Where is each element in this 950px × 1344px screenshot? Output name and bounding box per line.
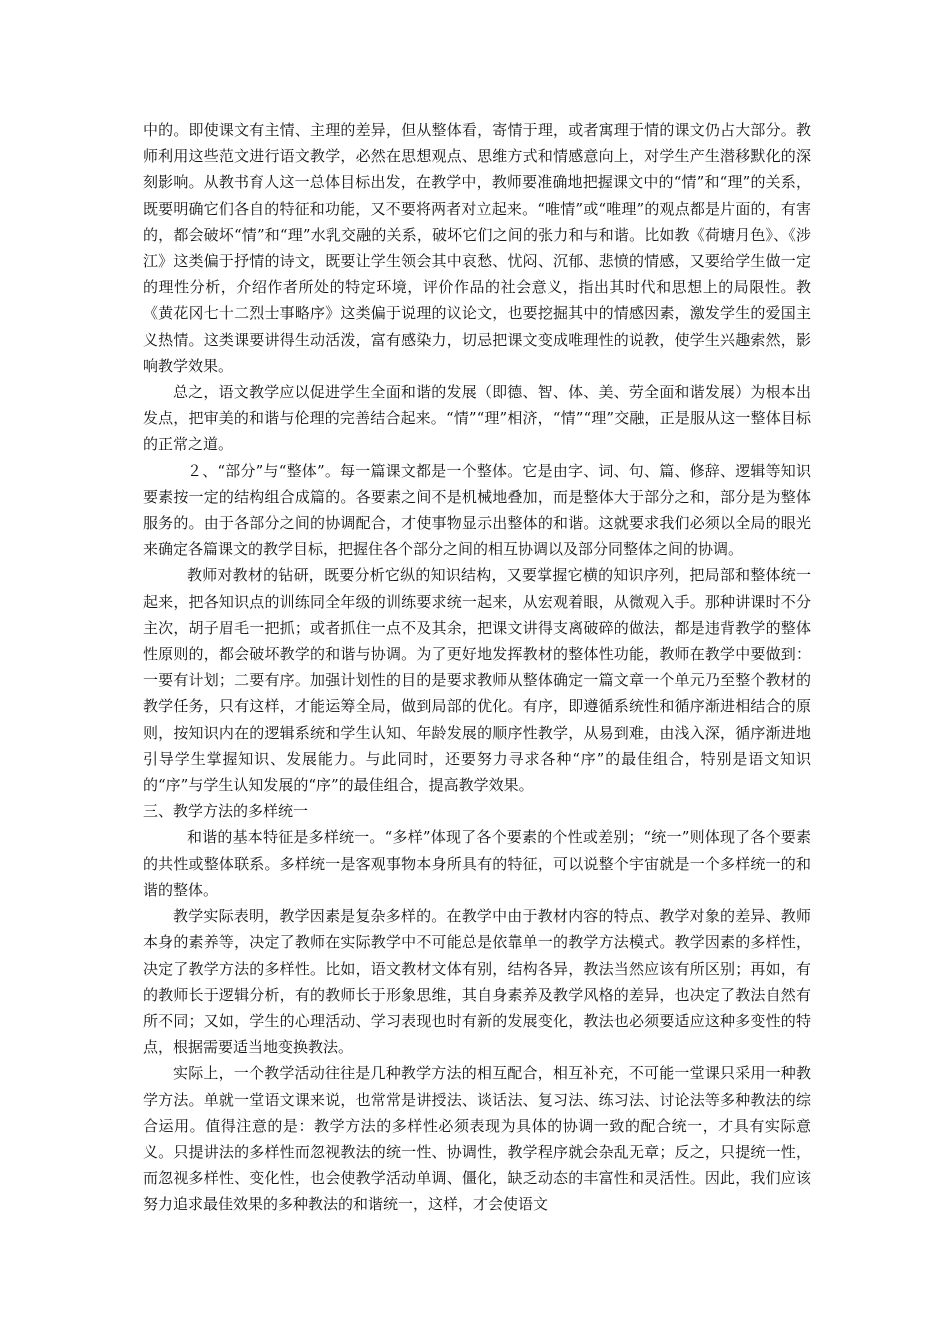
paragraph-teaching-practice: 教学实际表明，教学因素是复杂多样的。在教学中由于教材内容的特点、教学对象的差异、教师本身的素养等，决定了教师在实际教学中不可能总是依靠单一的教学方法模式。教学因素的多样性，决定了教学方法的多样性。比如，语文教材文体有别，结构各异，教法当然应该有所区别；再如，有的教师长于逻辑分析，有的教师长于形象思维，其自身素养及教学风格的差异，也决定了教法自然有所不同；又如，学生的心理活动、学习表现也时有新的发展变化，教法也必须要适应这种多变性的特点，根据需要适当地变换教法。 (143, 907, 811, 1057)
document-page (143, 117, 811, 1218)
section-heading-three: 三、教学方法的多样统一 (143, 802, 309, 821)
paragraph-harmony-feature: 和谐的基本特征是多样统一。“多样”体现了各个要素的个性或差别；“统一”则体现了各个要素的共性或整体联系。多样统一是客观事物本身所具有的特征，可以说整个宇宙就是一个多样统一的和谐的整体。 (143, 828, 811, 899)
paragraph-method-combination: 实际上，一个教学活动往往是几种教学方法的相互配合，相互补充，不可能一堂课只采用一种教学方法。单就一堂语文课来说，也常常是讲授法、谈话法、复习法、练习法、讨论法等多种教法的综合运用。值得注意的是：教学方法的多样性必须表现为具体的协调一致的配合统一，才具有实际意义。只提讲法的多样性而忽视教法的统一性、协调性，教学程序就会杂乱无章；反之，只提统一性，而忽视多样性、变化性，也会使教学活动单调、僵化，缺乏动态的丰富性和灵活性。因此，我们应该努力追求最佳效果的多种教法的和谐统一，这样，才会使语文 (143, 1064, 811, 1214)
paragraph-teacher-study: 教师对教材的钻研，既要分析它纵的知识结构，又要掌握它横的知识序列，把局部和整体统一起来，把各知识点的训练同全年级的训练要求统一起来，从宏观着眼，从微观入手。那种讲课时不分主次，胡子眉毛一把抓；或者抓住一点不及其余，把课文讲得支离破碎的做法，都是违背教学的整体性原则的，都会破坏教学的和谐与协调。为了更好地发挥教材的整体性功能，教师在教学中要做到：一要有计划；二要有序。加强计划性的目的是要求教师从整体确定一篇文章一个单元乃至整个教材的教学任务，只有这样，才能运筹全局，做到局部的优化。有序，即遵循系统性和循序渐进相结合的原则，按知识内在的逻辑系统和学生认知、年龄发展的顺序性教学，从易到难，由浅入深，循序渐进地引导学生掌握知识、发展能力。与此同时，还要努力寻求各种“序”的最佳组合，特别是语文知识的“序”与学生认知发展的“序”的最佳组合，提高教学效果。 (143, 566, 811, 795)
paragraph-part-and-whole: ２、“部分”与“整体”。每一篇课文都是一个整体。它是由字、词、句、篇、修辞、逻辑等知识要素按一定的结构组合成篇的。各要素之间不是机械地叠加，而是整体大于部分之和，部分是为整体服务的。由于各部分之间的协调配合，才使事物显示出整体的和谐。这就要求我们必须以全局的眼光来确定各篇课文的教学目标，把握住各个部分之间的相互协调以及部分同整体之间的协调。 (143, 461, 811, 559)
paragraph-summary: 总之，语文教学应以促进学生全面和谐的发展（即德、智、体、美、劳全面和谐发展）为根本出发点，把审美的和谐与伦理的完善结合起来。“情”“理”相济，“情”“理”交融，正是服从这一整体目标的正常之道。 (143, 383, 811, 454)
paragraph-continuation: 中的。即使课文有主情、主理的差异，但从整体看，寄情于理，或者寓理于情的课文仍占大部分。教师利用这些范文进行语文教学，必然在思想观点、思维方式和情感意向上，对学生产生潜移默化的深刻影响。从教书育人这一总体目标出发，在教学中，教师要准确地把握课文中的“情”和“理”的关系，既要明确它们各自的特征和功能，又不要将两者对立起来。“唯情”或“唯理”的观点都是片面的，有害的，都会破坏“情”和“理”水乳交融的关系，破坏它们之间的张力和与和谐。比如教《荷塘月色》、《涉江》这类偏于抒情的诗文，既要让学生领会其中哀愁、忧闷、沉郁、悲愤的情感，又要给学生做一定的理性分析，介绍作者所处的特定环境，评价作品的社会意义，指出其时代和思想上的局限性。教《黄花冈七十二烈士事略序》这类偏于说理的议论文，也要挖掘其中的情感因素，激发学生的爱国主义热情。这类课要讲得生动活泼，富有感染力，切忌把课文变成唯理性的说教，使学生兴趣索然，影响教学效果。 (143, 121, 811, 375)
